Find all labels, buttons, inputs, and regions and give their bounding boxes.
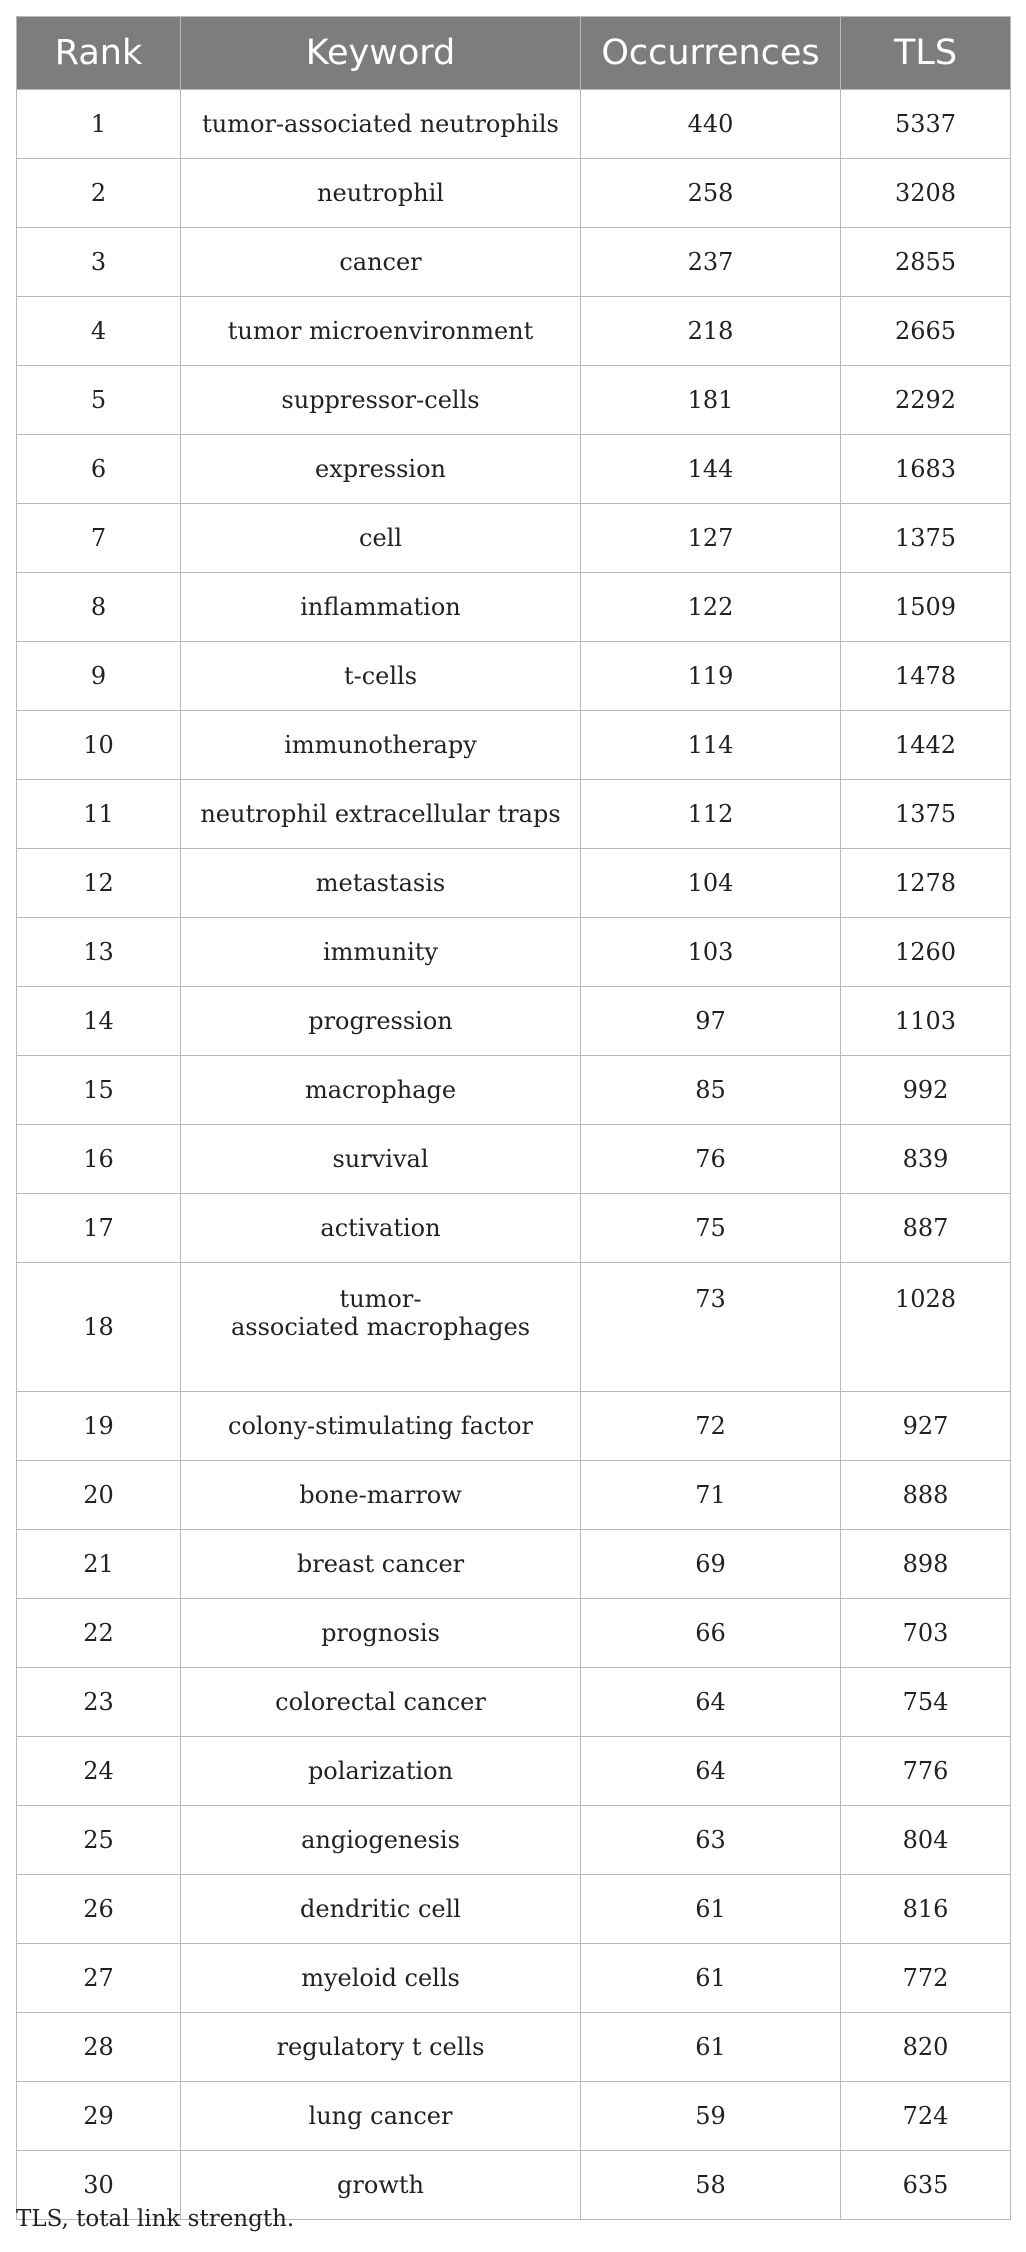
rank-cell: 4 [17,297,181,366]
keyword-cell: macrophage [181,1056,581,1125]
rank-cell: 24 [17,1737,181,1806]
tls-cell: 776 [841,1737,1011,1806]
rank-cell: 20 [17,1461,181,1530]
keyword-cell: t-cells [181,642,581,711]
tls-cell: 724 [841,2082,1011,2151]
keyword-cell: suppressor-cells [181,366,581,435]
table-row [17,987,1011,1056]
occurrences-cell: 97 [581,987,841,1056]
tls-cell: 2665 [841,297,1011,366]
table-row [17,711,1011,780]
occurrences-cell: 58 [581,2151,841,2220]
rank-cell: 2 [17,159,181,228]
table-row [17,1944,1011,2013]
table-row [17,1668,1011,1737]
keyword-cell: polarization [181,1737,581,1806]
occurrences-cell: 112 [581,780,841,849]
occurrences-cell: 61 [581,1875,841,1944]
tls-cell: 887 [841,1194,1011,1263]
occurrences-cell: 64 [581,1737,841,1806]
tls-cell: 1028 [841,1263,1011,1392]
keyword-cell: progression [181,987,581,1056]
keyword-cell: neutrophil extracellular traps [181,780,581,849]
keyword-cell: tumor microenvironment [181,297,581,366]
header-occurrences: Occurrences [581,17,841,90]
tls-cell: 816 [841,1875,1011,1944]
keyword-cell: regulatory t cells [181,2013,581,2082]
occurrences-cell: 258 [581,159,841,228]
keyword-cell: lung cancer [181,2082,581,2151]
tls-cell: 1260 [841,918,1011,987]
occurrences-cell: 237 [581,228,841,297]
rank-cell: 22 [17,1599,181,1668]
header-tls: TLS [841,17,1011,90]
table-row [17,1530,1011,1599]
keyword-cell: myeloid cells [181,1944,581,2013]
table-row [17,918,1011,987]
tls-cell: 703 [841,1599,1011,1668]
rank-cell: 1 [17,90,181,159]
rank-cell: 25 [17,1806,181,1875]
occurrences-cell: 75 [581,1194,841,1263]
table-row [17,1056,1011,1125]
header-keyword: Keyword [181,17,581,90]
rank-cell: 23 [17,1668,181,1737]
keyword-cell: breast cancer [181,1530,581,1599]
rank-cell: 10 [17,711,181,780]
rank-cell: 7 [17,504,181,573]
tls-cell: 2292 [841,366,1011,435]
keyword-cell: cancer [181,228,581,297]
rank-cell: 27 [17,1944,181,2013]
rank-cell: 26 [17,1875,181,1944]
tls-cell: 1442 [841,711,1011,780]
table-row [17,849,1011,918]
tls-cell: 898 [841,1530,1011,1599]
keyword-cell: survival [181,1125,581,1194]
tls-cell: 804 [841,1806,1011,1875]
table-row [17,504,1011,573]
occurrences-cell: 61 [581,2013,841,2082]
table-row [17,228,1011,297]
occurrences-cell: 73 [581,1263,841,1392]
keyword-cell: prognosis [181,1599,581,1668]
rank-cell: 5 [17,366,181,435]
rank-cell: 21 [17,1530,181,1599]
rank-cell: 15 [17,1056,181,1125]
table-row [17,780,1011,849]
occurrences-cell: 119 [581,642,841,711]
tls-cell: 635 [841,2151,1011,2220]
table-row [17,1392,1011,1461]
table-row [17,642,1011,711]
occurrences-cell: 72 [581,1392,841,1461]
tls-cell: 2855 [841,228,1011,297]
table-body [17,90,1011,2220]
table-row [17,435,1011,504]
table-row [17,1806,1011,1875]
rank-cell: 3 [17,228,181,297]
occurrences-cell: 440 [581,90,841,159]
rank-cell: 13 [17,918,181,987]
tls-cell: 1683 [841,435,1011,504]
tls-cell: 5337 [841,90,1011,159]
table-header [17,17,1011,90]
occurrences-cell: 218 [581,297,841,366]
keyword-cell: tumor-associated neutrophils [181,90,581,159]
keyword-cell: dendritic cell [181,1875,581,1944]
header-row [17,17,1011,90]
occurrences-cell: 64 [581,1668,841,1737]
keyword-cell: activation [181,1194,581,1263]
occurrences-cell: 66 [581,1599,841,1668]
tls-cell: 992 [841,1056,1011,1125]
tls-cell: 820 [841,2013,1011,2082]
tls-cell: 1509 [841,573,1011,642]
table-row [17,159,1011,228]
keyword-cell: tumor- associated macrophages [181,1263,581,1392]
occurrences-cell: 104 [581,849,841,918]
table-row [17,1263,1011,1392]
rank-cell: 12 [17,849,181,918]
table-footnote: TLS, total link strength. [16,2206,295,2232]
table-row [17,1461,1011,1530]
table-row [17,2082,1011,2151]
occurrences-cell: 63 [581,1806,841,1875]
keyword-cell: immunotherapy [181,711,581,780]
occurrences-cell: 114 [581,711,841,780]
keyword-cell: colony-stimulating factor [181,1392,581,1461]
table-row [17,2013,1011,2082]
rank-cell: 11 [17,780,181,849]
occurrences-cell: 71 [581,1461,841,1530]
table-row [17,90,1011,159]
tls-cell: 772 [841,1944,1011,2013]
occurrences-cell: 69 [581,1530,841,1599]
table-row [17,1194,1011,1263]
keyword-cell: inflammation [181,573,581,642]
rank-cell: 14 [17,987,181,1056]
keyword-cell: bone-marrow [181,1461,581,1530]
tls-cell: 927 [841,1392,1011,1461]
rank-cell: 8 [17,573,181,642]
keyword-cell: neutrophil [181,159,581,228]
occurrences-cell: 122 [581,573,841,642]
table-row [17,1875,1011,1944]
occurrences-cell: 85 [581,1056,841,1125]
occurrences-cell: 103 [581,918,841,987]
keyword-cell: immunity [181,918,581,987]
table-row [17,1737,1011,1806]
table-row [17,297,1011,366]
header-rank: Rank [17,17,181,90]
tls-cell: 1103 [841,987,1011,1056]
rank-cell: 9 [17,642,181,711]
rank-cell: 17 [17,1194,181,1263]
table-row [17,1125,1011,1194]
tls-cell: 1375 [841,780,1011,849]
table-row [17,1599,1011,1668]
occurrences-cell: 144 [581,435,841,504]
table-row [17,573,1011,642]
tls-cell: 1375 [841,504,1011,573]
rank-cell: 30 [17,2151,181,2220]
keyword-cell: expression [181,435,581,504]
keyword-cell: metastasis [181,849,581,918]
keyword-table-container [16,16,1010,2220]
tls-cell: 754 [841,1668,1011,1737]
tls-cell: 1478 [841,642,1011,711]
occurrences-cell: 59 [581,2082,841,2151]
occurrences-cell: 61 [581,1944,841,2013]
tls-cell: 888 [841,1461,1011,1530]
keyword-cell: cell [181,504,581,573]
keyword-cell: angiogenesis [181,1806,581,1875]
rank-cell: 6 [17,435,181,504]
occurrences-cell: 181 [581,366,841,435]
rank-cell: 18 [17,1263,181,1392]
rank-cell: 19 [17,1392,181,1461]
tls-cell: 1278 [841,849,1011,918]
table-row [17,366,1011,435]
keyword-cell: growth [181,2151,581,2220]
rank-cell: 28 [17,2013,181,2082]
keyword-cell: colorectal cancer [181,1668,581,1737]
occurrences-cell: 127 [581,504,841,573]
rank-cell: 16 [17,1125,181,1194]
keyword-table [16,16,1011,2220]
occurrences-cell: 76 [581,1125,841,1194]
rank-cell: 29 [17,2082,181,2151]
tls-cell: 839 [841,1125,1011,1194]
tls-cell: 3208 [841,159,1011,228]
